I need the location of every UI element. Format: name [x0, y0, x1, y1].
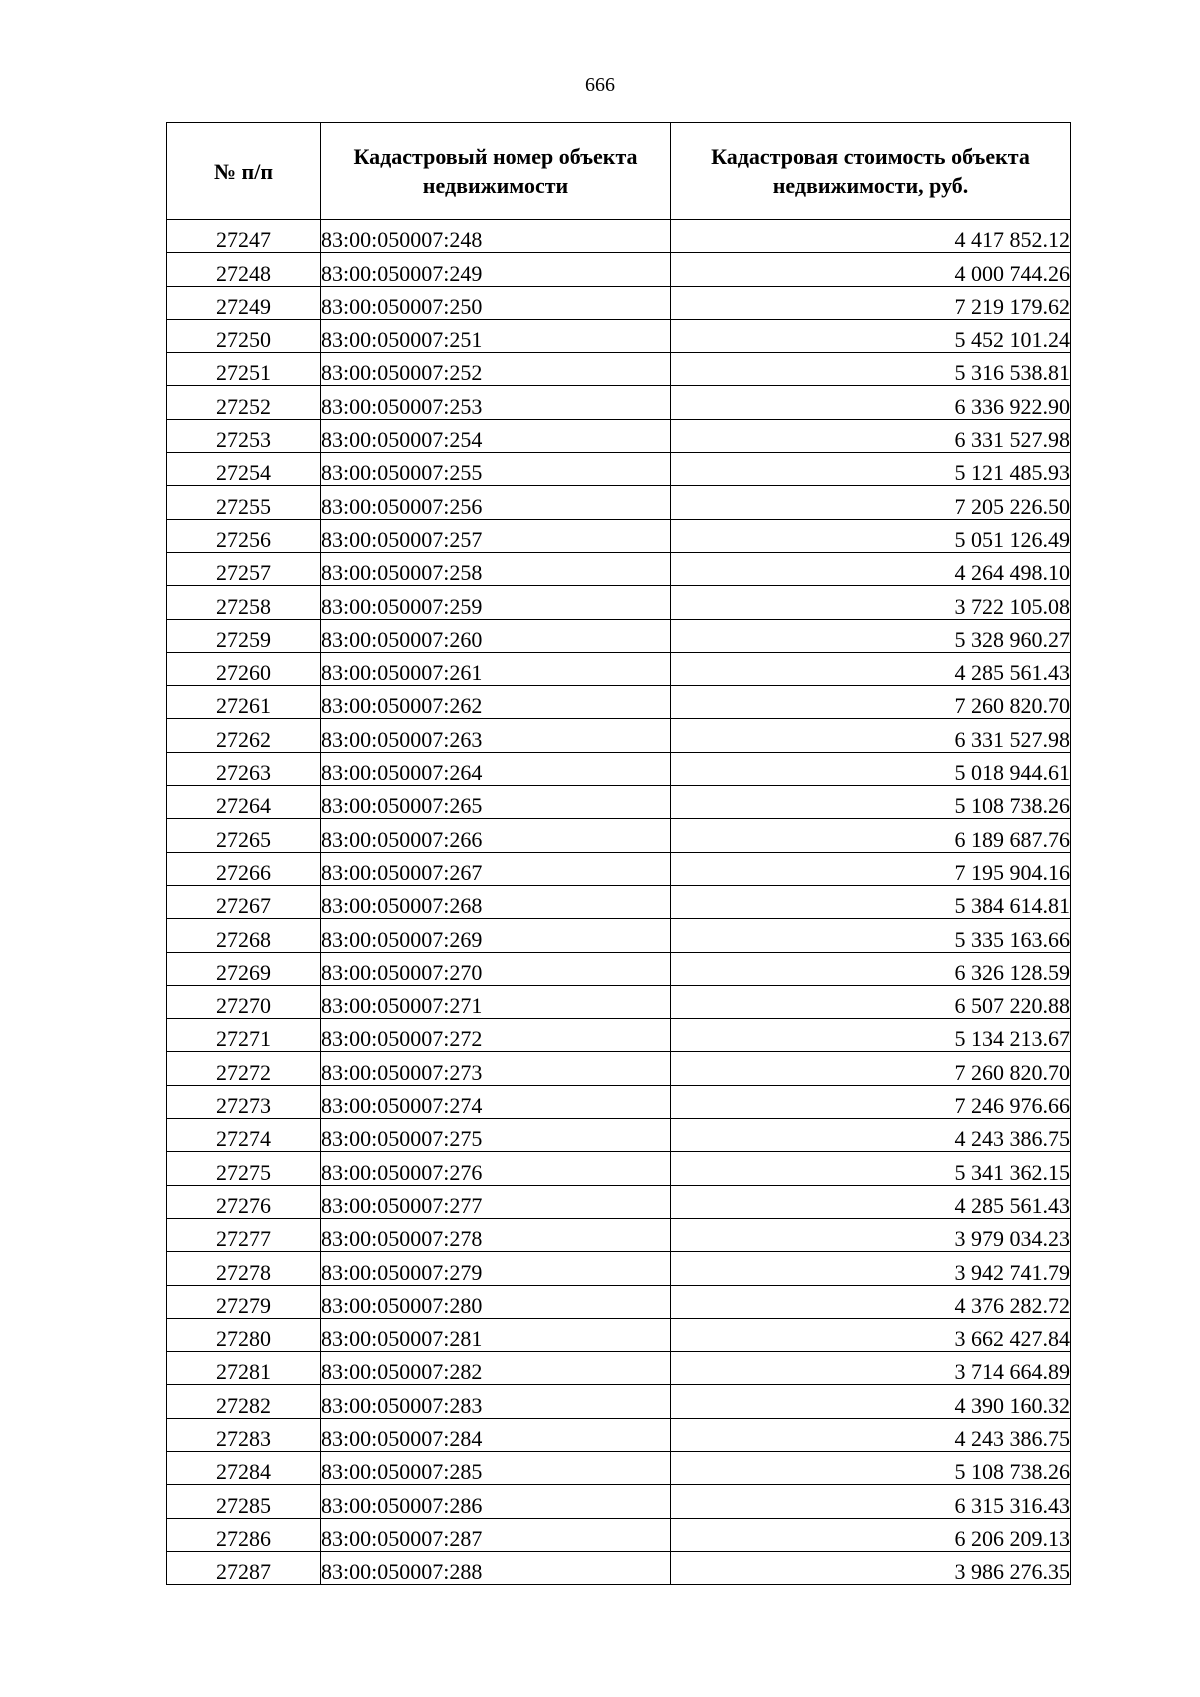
row-number-cell: 27283: [167, 1418, 321, 1451]
table-row: [167, 1085, 1071, 1118]
table-row: [167, 1052, 1071, 1085]
cadastral-value-cell: 5 121 485.93: [671, 453, 1071, 486]
cadastral-value-cell: 6 189 687.76: [671, 819, 1071, 852]
cadastral-number-cell: 83:00:050007:273: [321, 1052, 671, 1085]
table-row: [167, 1019, 1071, 1052]
row-number-cell: 27256: [167, 519, 321, 552]
cadastral-number-cell: 83:00:050007:278: [321, 1218, 671, 1251]
cadastral-number-cell: 83:00:050007:274: [321, 1085, 671, 1118]
row-number-cell: 27257: [167, 552, 321, 585]
header-cadastral-value: Кадастровая стоимость объекта недвижимости, руб.: [671, 123, 1071, 220]
table-row: [167, 686, 1071, 719]
row-number-cell: 27268: [167, 919, 321, 952]
table-row: [167, 286, 1071, 319]
table-row: [167, 1185, 1071, 1218]
cadastral-number-cell: 83:00:050007:272: [321, 1019, 671, 1052]
cadastral-number-cell: 83:00:050007:255: [321, 453, 671, 486]
table-row: [167, 652, 1071, 685]
row-number-cell: 27265: [167, 819, 321, 852]
cadastral-number-cell: 83:00:050007:268: [321, 885, 671, 918]
cadastral-value-cell: 5 452 101.24: [671, 319, 1071, 352]
table-row: [167, 1218, 1071, 1251]
cadastral-value-cell: 5 018 944.61: [671, 752, 1071, 785]
page-number: 666: [585, 74, 615, 96]
cadastral-number-cell: 83:00:050007:259: [321, 586, 671, 619]
row-number-cell: 27263: [167, 752, 321, 785]
cadastral-number-cell: 83:00:050007:254: [321, 419, 671, 452]
row-number-cell: 27262: [167, 719, 321, 752]
cadastral-number-cell: 83:00:050007:280: [321, 1285, 671, 1318]
row-number-cell: 27251: [167, 353, 321, 386]
cadastral-value-cell: 3 722 105.08: [671, 586, 1071, 619]
cadastral-number-cell: 83:00:050007:275: [321, 1119, 671, 1152]
row-number-cell: 27250: [167, 319, 321, 352]
cadastral-value-cell: 3 979 034.23: [671, 1218, 1071, 1251]
cadastral-number-cell: 83:00:050007:264: [321, 752, 671, 785]
cadastral-number-cell: 83:00:050007:262: [321, 686, 671, 719]
table-row: [167, 786, 1071, 819]
row-number-cell: 27282: [167, 1385, 321, 1418]
table-row: [167, 619, 1071, 652]
cadastral-number-cell: 83:00:050007:249: [321, 253, 671, 286]
table-body: [167, 220, 1071, 1585]
cadastral-value-cell: 5 316 538.81: [671, 353, 1071, 386]
cadastral-value-cell: 7 205 226.50: [671, 486, 1071, 519]
table-header: [167, 123, 1071, 220]
cadastral-value-cell: 4 243 386.75: [671, 1418, 1071, 1451]
cadastral-number-cell: 83:00:050007:271: [321, 985, 671, 1018]
cadastral-number-cell: 83:00:050007:285: [321, 1451, 671, 1484]
table-row: [167, 885, 1071, 918]
table-row: [167, 919, 1071, 952]
cadastral-value-cell: 4 285 561.43: [671, 1185, 1071, 1218]
cadastral-value-cell: 4 000 744.26: [671, 253, 1071, 286]
table-row: [167, 1451, 1071, 1484]
cadastral-number-cell: 83:00:050007:250: [321, 286, 671, 319]
row-number-cell: 27264: [167, 786, 321, 819]
cadastral-number-cell: 83:00:050007:267: [321, 852, 671, 885]
cadastral-value-cell: 5 341 362.15: [671, 1152, 1071, 1185]
cadastral-number-cell: 83:00:050007:248: [321, 220, 671, 253]
cadastral-number-cell: 83:00:050007:261: [321, 652, 671, 685]
row-number-cell: 27259: [167, 619, 321, 652]
cadastral-value-cell: 3 714 664.89: [671, 1352, 1071, 1385]
cadastral-number-cell: 83:00:050007:287: [321, 1518, 671, 1551]
row-number-cell: 27270: [167, 985, 321, 1018]
table-row: [167, 719, 1071, 752]
cadastral-value-cell: 5 335 163.66: [671, 919, 1071, 952]
row-number-cell: 27252: [167, 386, 321, 419]
table-row: [167, 1152, 1071, 1185]
cadastral-value-cell: 5 108 738.26: [671, 786, 1071, 819]
header-row: [167, 123, 1071, 220]
row-number-cell: 27248: [167, 253, 321, 286]
row-number-cell: 27286: [167, 1518, 321, 1551]
cadastral-value-cell: 5 384 614.81: [671, 885, 1071, 918]
cadastral-value-cell: 5 328 960.27: [671, 619, 1071, 652]
cadastral-value-cell: 5 051 126.49: [671, 519, 1071, 552]
cadastral-number-cell: 83:00:050007:277: [321, 1185, 671, 1218]
cadastral-number-cell: 83:00:050007:269: [321, 919, 671, 952]
table-row: [167, 1252, 1071, 1285]
cadastral-value-cell: 6 315 316.43: [671, 1485, 1071, 1518]
cadastral-value-cell: 7 260 820.70: [671, 1052, 1071, 1085]
cadastral-number-cell: 83:00:050007:288: [321, 1551, 671, 1584]
cadastral-value-cell: 4 264 498.10: [671, 552, 1071, 585]
row-number-cell: 27287: [167, 1551, 321, 1584]
cadastral-value-cell: 3 986 276.35: [671, 1551, 1071, 1584]
cadastral-value-cell: 3 662 427.84: [671, 1318, 1071, 1351]
row-number-cell: 27273: [167, 1085, 321, 1118]
cadastral-number-cell: 83:00:050007:281: [321, 1318, 671, 1351]
table-row: [167, 1119, 1071, 1152]
row-number-cell: 27260: [167, 652, 321, 685]
cadastral-value-cell: 7 246 976.66: [671, 1085, 1071, 1118]
cadastral-number-cell: 83:00:050007:270: [321, 952, 671, 985]
row-number-cell: 27275: [167, 1152, 321, 1185]
cadastral-value-cell: 5 134 213.67: [671, 1019, 1071, 1052]
cadastral-number-cell: 83:00:050007:282: [321, 1352, 671, 1385]
table-row: [167, 1418, 1071, 1451]
table-row: [167, 386, 1071, 419]
cadastral-number-cell: 83:00:050007:251: [321, 319, 671, 352]
table-row: [167, 819, 1071, 852]
table-row: [167, 752, 1071, 785]
table-row: [167, 1518, 1071, 1551]
table-row: [167, 253, 1071, 286]
table-row: [167, 985, 1071, 1018]
header-num: № п/п: [167, 123, 321, 220]
cadastral-value-cell: 6 507 220.88: [671, 985, 1071, 1018]
table-row: [167, 852, 1071, 885]
cadastral-value-cell: 7 195 904.16: [671, 852, 1071, 885]
cadastral-value-cell: 4 285 561.43: [671, 652, 1071, 685]
cadastral-number-cell: 83:00:050007:266: [321, 819, 671, 852]
table-row: [167, 453, 1071, 486]
cadastral-value-cell: 7 219 179.62: [671, 286, 1071, 319]
cadastral-value-cell: 6 331 527.98: [671, 419, 1071, 452]
cadastral-number-cell: 83:00:050007:252: [321, 353, 671, 386]
cadastral-number-cell: 83:00:050007:276: [321, 1152, 671, 1185]
row-number-cell: 27285: [167, 1485, 321, 1518]
table-row: [167, 519, 1071, 552]
cadastral-number-cell: 83:00:050007:258: [321, 552, 671, 585]
table-row: [167, 1385, 1071, 1418]
table-row: [167, 1285, 1071, 1318]
table-row: [167, 419, 1071, 452]
header-cadastral-number: Кадастровый номер объекта недвижимости: [321, 123, 671, 220]
table-row: [167, 952, 1071, 985]
row-number-cell: 27261: [167, 686, 321, 719]
table-row: [167, 353, 1071, 386]
cadastral-number-cell: 83:00:050007:279: [321, 1252, 671, 1285]
cadastral-number-cell: 83:00:050007:284: [321, 1418, 671, 1451]
row-number-cell: 27249: [167, 286, 321, 319]
cadastral-value-cell: 5 108 738.26: [671, 1451, 1071, 1484]
row-number-cell: 27274: [167, 1119, 321, 1152]
table-row: [167, 1352, 1071, 1385]
table-row: [167, 552, 1071, 585]
cadastral-value-cell: 4 243 386.75: [671, 1119, 1071, 1152]
row-number-cell: 27279: [167, 1285, 321, 1318]
row-number-cell: 27247: [167, 220, 321, 253]
row-number-cell: 27272: [167, 1052, 321, 1085]
table-row: [167, 1551, 1071, 1584]
cadastral-number-cell: 83:00:050007:286: [321, 1485, 671, 1518]
row-number-cell: 27258: [167, 586, 321, 619]
cadastral-number-cell: 83:00:050007:256: [321, 486, 671, 519]
row-number-cell: 27253: [167, 419, 321, 452]
table-row: [167, 486, 1071, 519]
cadastral-value-table: [166, 122, 1071, 1585]
row-number-cell: 27278: [167, 1252, 321, 1285]
cadastral-value-cell: 4 417 852.12: [671, 220, 1071, 253]
table-row: [167, 586, 1071, 619]
row-number-cell: 27255: [167, 486, 321, 519]
row-number-cell: 27276: [167, 1185, 321, 1218]
cadastral-number-cell: 83:00:050007:260: [321, 619, 671, 652]
table-row: [167, 1485, 1071, 1518]
row-number-cell: 27280: [167, 1318, 321, 1351]
row-number-cell: 27284: [167, 1451, 321, 1484]
row-number-cell: 27281: [167, 1352, 321, 1385]
cadastral-value-cell: 6 326 128.59: [671, 952, 1071, 985]
cadastral-value-cell: 4 376 282.72: [671, 1285, 1071, 1318]
cadastral-value-cell: 7 260 820.70: [671, 686, 1071, 719]
cadastral-number-cell: 83:00:050007:257: [321, 519, 671, 552]
cadastral-number-cell: 83:00:050007:265: [321, 786, 671, 819]
row-number-cell: 27267: [167, 885, 321, 918]
cadastral-number-cell: 83:00:050007:263: [321, 719, 671, 752]
table-row: [167, 1318, 1071, 1351]
cadastral-value-cell: 4 390 160.32: [671, 1385, 1071, 1418]
cadastral-value-cell: 6 336 922.90: [671, 386, 1071, 419]
row-number-cell: 27254: [167, 453, 321, 486]
row-number-cell: 27266: [167, 852, 321, 885]
cadastral-number-cell: 83:00:050007:283: [321, 1385, 671, 1418]
row-number-cell: 27271: [167, 1019, 321, 1052]
cadastral-value-cell: 6 331 527.98: [671, 719, 1071, 752]
table-row: [167, 220, 1071, 253]
cadastral-number-cell: 83:00:050007:253: [321, 386, 671, 419]
row-number-cell: 27277: [167, 1218, 321, 1251]
row-number-cell: 27269: [167, 952, 321, 985]
table-row: [167, 319, 1071, 352]
cadastral-value-cell: 3 942 741.79: [671, 1252, 1071, 1285]
cadastral-value-cell: 6 206 209.13: [671, 1518, 1071, 1551]
